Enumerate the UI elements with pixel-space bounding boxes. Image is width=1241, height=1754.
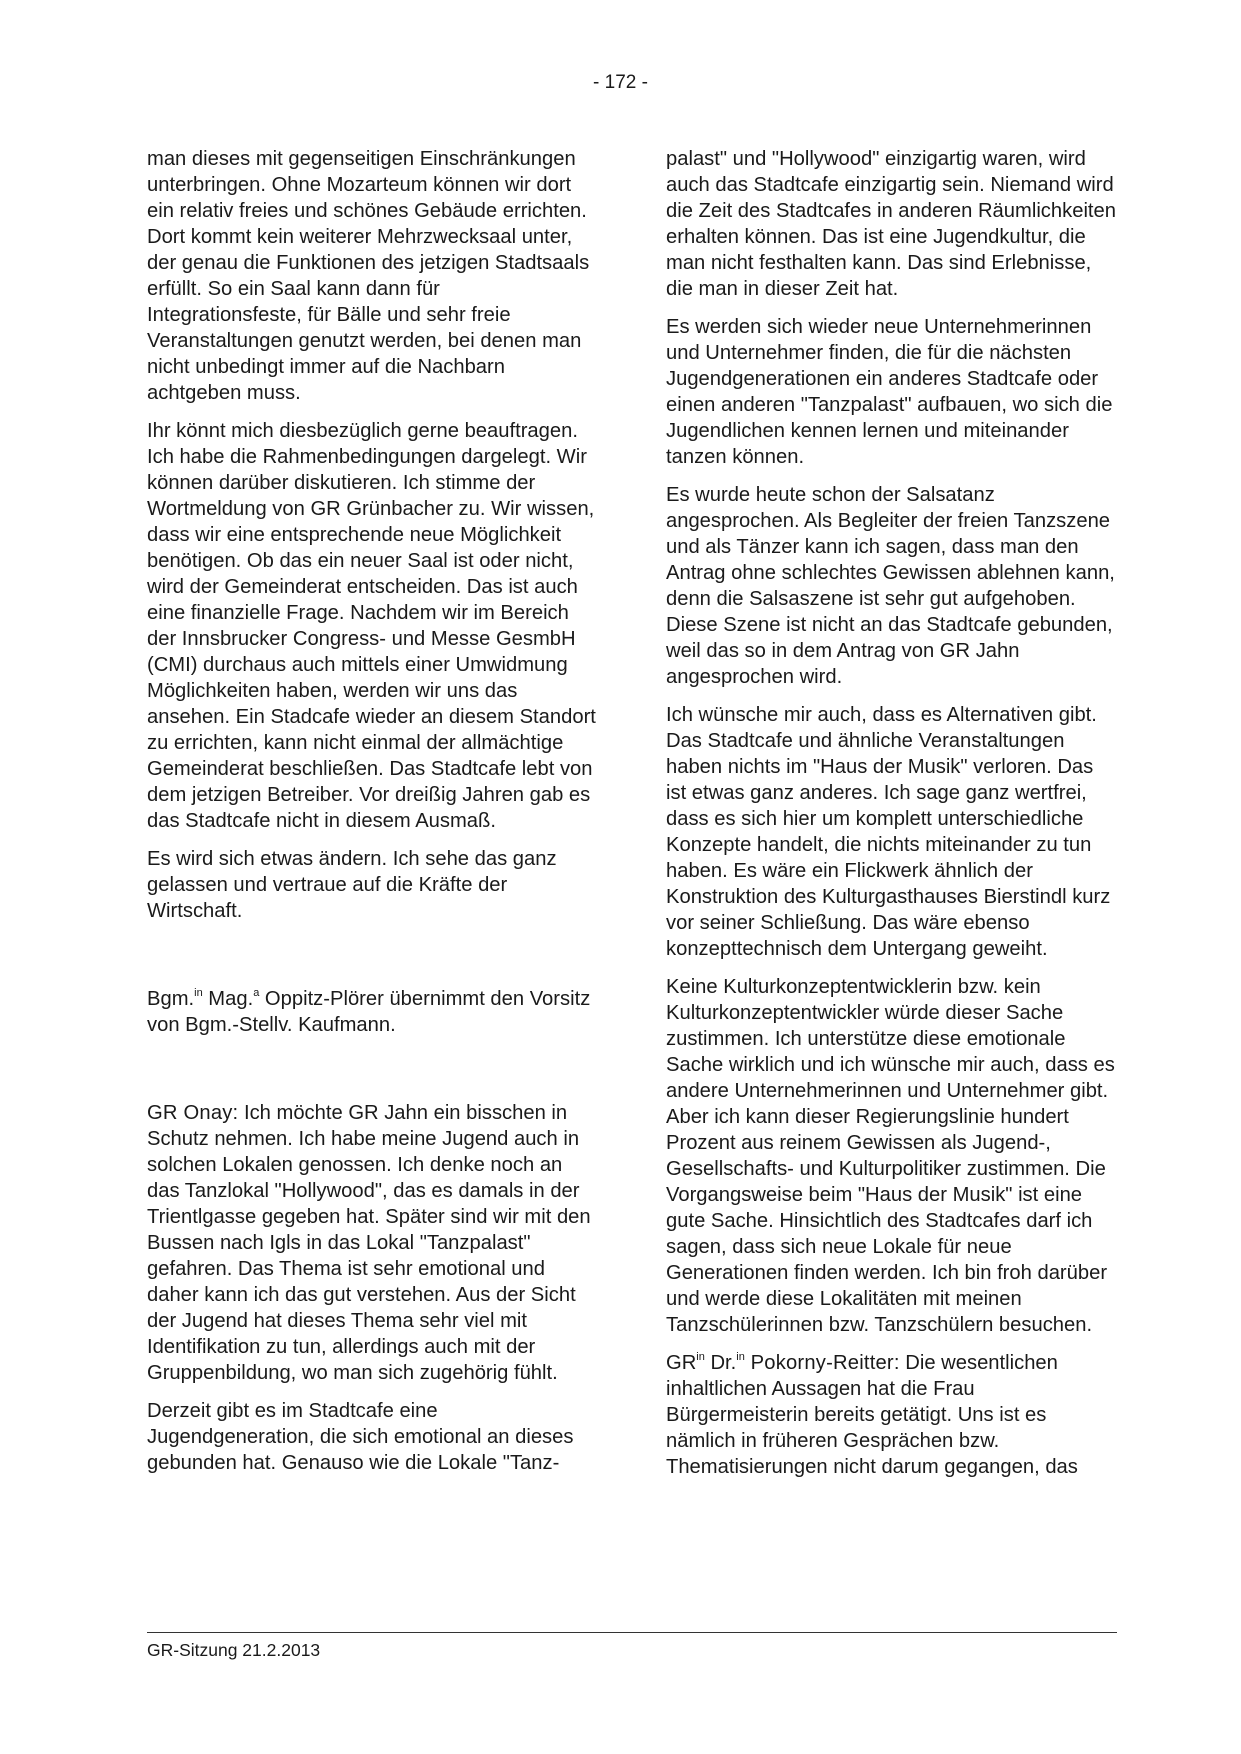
paragraph: Keine Kulturkonzeptentwicklerin bzw. kein Kulturkonzeptentwickler würde dieser Sache zustimmen. Ich unterstütze diese emotionale Sache wirklich und ich wünsche mir auch, dass es andere Unternehmerinnen und Unternehmer gibt. Aber ich kann dieser Regierungslinie hundert Prozent aus reinem Gewissen als Jugend-, Gesellschafts- und Kulturpolitiker zustimmen. Die Vorgangsweise beim "Haus der Musik" ist eine gute Sache. Hinsichtlich des Stadtcafes darf ich sagen, dass sich neue Lokale für neue Generationen finden werden. Ich bin froh darüber und werde diese Lokalitäten mit meinen Tanzschülerinnen bzw. Tanzschülern besuchen. bbox=[666, 976, 1115, 1336]
speaker-name: Pokorny-Reitter: bbox=[744, 1352, 900, 1374]
paragraph: Ihr könnt mich diesbezüglich gerne beauftragen. Ich habe die Rahmenbedingungen dargelegt. Wir können darüber diskutieren. Ich stimme der Wortmeldung von GR Grünbacher zu. Wir wissen, dass wir eine entsprechende neue Möglichkeit benötigen. Ob das ein neuer Saal ist oder nicht, wird der Gemeinderat entscheiden. Das ist auch eine finanzielle Frage. Nachdem wir im Bereich der Innsbrucker Congress- und Messe GesmbH (CMI) durchaus auch mittels einer Umwidmung Möglichkeiten haben, werden wir uns das ansehen. Ein Stadcafe wieder an diesem Standort zu errichten, kann nicht einmal der allmächtige Gemeinderat beschließen. Das Stadtcafe lebt von dem jetzigen Betreiber. Vor dreißig Jahren gab es das Stadtcafe nicht in diesem Ausmaß. bbox=[147, 420, 596, 832]
paragraph: Es wird sich etwas ändern. Ich sehe das ganz gelassen und vertraue auf die Kräfte der Wirtschaft. bbox=[147, 848, 557, 922]
paragraph: Es wurde heute schon der Salsatanz angesprochen. Als Begleiter der freien Tanzszene und als Tänzer kann ich sagen, dass man den Antrag ohne schlechtes Gewissen ablehnen kann, denn die Salsaszene ist sehr gut aufgehoben. Diese Szene ist nicht an das Stadtcafe gebunden, weil das so in dem Antrag von GR Jahn angesprochen wird. bbox=[666, 484, 1115, 688]
right-column bbox=[666, 146, 1116, 1492]
footer-session-date: GR-Sitzung 21.2.2013 bbox=[147, 1640, 321, 1660]
chair-title: Bgm. bbox=[147, 988, 195, 1010]
paragraph: Es werden sich wieder neue Unternehmerinnen und Unternehmer finden, die für die nächsten Jugendgenerationen ein anderes Stadtcafe oder einen anderen "Tanzpalast" aufbauen, wo sich die Jugendlichen kennen lernen und miteinander tanzen können. bbox=[666, 316, 1113, 468]
superscript: a bbox=[253, 987, 260, 1000]
superscript: in bbox=[696, 1351, 705, 1364]
paragraph: Ich wünsche mir auch, dass es Alternativen gibt. Das Stadtcafe und ähnliche Veranstaltungen haben nichts im "Haus der Musik" verloren. Das ist etwas ganz anderes. Ich sage ganz wertfrei, dass es sich hier um komplett unterschiedliche Konzepte handelt, die nichts miteinander zu tun haben. Es wäre ein Flickwerk ähnlich der Konstruktion des Kulturgasthauses Bierstindl kurz vor seiner Schließung. Das wäre ebenso konzepttechnisch dem Untergang geweiht. bbox=[666, 704, 1111, 960]
paragraph: man dieses mit gegenseitigen Einschränkungen unterbringen. Ohne Mozarteum können wir dort ein relativ freies und schönes Gebäude errichten. Dort kommt kein weiterer Mehrzwecksaal unter, der genau die Funktionen des jetzigen Stadtsaals erfüllt. So ein Saal kann dann für Integrationsfeste, für Bälle und sehr freie Veranstaltungen genutzt werden, bei denen man nicht unbedingt immer auf die Nachbarn achtgeben muss. bbox=[147, 148, 590, 404]
speaker-degree: Dr. bbox=[704, 1352, 737, 1374]
footer-divider bbox=[147, 1632, 1117, 1633]
speaker-name: GR Onay: bbox=[147, 1102, 239, 1124]
paragraph: Derzeit gibt es im Stadtcafe eine Jugendgeneration, die sich emotional an dieses gebunden hat. Genauso wie die Lokale "Tanz- bbox=[147, 1400, 574, 1474]
speech-onay bbox=[147, 1100, 597, 1386]
speaker-title: GR bbox=[666, 1352, 697, 1374]
superscript: in bbox=[736, 1351, 745, 1364]
speech-text: Die wesentlichen inhaltlichen Aussagen hat die Frau Bürgermeisterin bereits getätigt. Uns ist es nämlich in früheren Gesprächen bzw. Thematisierungen nicht darum gegangen, das bbox=[666, 1352, 1078, 1478]
left-column bbox=[147, 146, 597, 1488]
chair-note-text: Oppitz-Plörer übernimmt den Vorsitz von Bgm.-Stellv. Kaufmann. bbox=[147, 988, 591, 1036]
chair-note bbox=[147, 986, 597, 1038]
paragraph: palast" und "Hollywood" einzigartig waren, wird auch das Stadtcafe einzigartig sein. Niemand wird die Zeit des Stadtcafes in anderen Räumlichkeiten erhalten können. Das ist eine Jugendkultur, die man nicht festhalten kann. Das sind Erlebnisse, die man in dieser Zeit hat. bbox=[666, 148, 1116, 300]
chair-degree: Mag. bbox=[202, 988, 254, 1010]
speech-text: Ich möchte GR Jahn ein bisschen in Schutz nehmen. Ich habe meine Jugend auch in solchen Lokalen genossen. Ich denke noch an das Tanzlokal "Hollywood", das es damals in der Trientlgasse gegeben hat. Später sind wir mit den Bussen nach Igls in das Lokal "Tanzpalast" gefahren. Das Thema ist sehr emotional und daher kann ich das gut verstehen. Aus der Sicht der Jugend hat dieses Thema sehr viel mit Identifikation zu tun, allerdings auch mit der Gruppenbildung, wo man sich zugehörig fühlt. bbox=[147, 1102, 591, 1384]
superscript: in bbox=[194, 987, 203, 1000]
page-number: - 172 - bbox=[593, 72, 648, 93]
speech-pokorny bbox=[666, 1350, 1116, 1480]
